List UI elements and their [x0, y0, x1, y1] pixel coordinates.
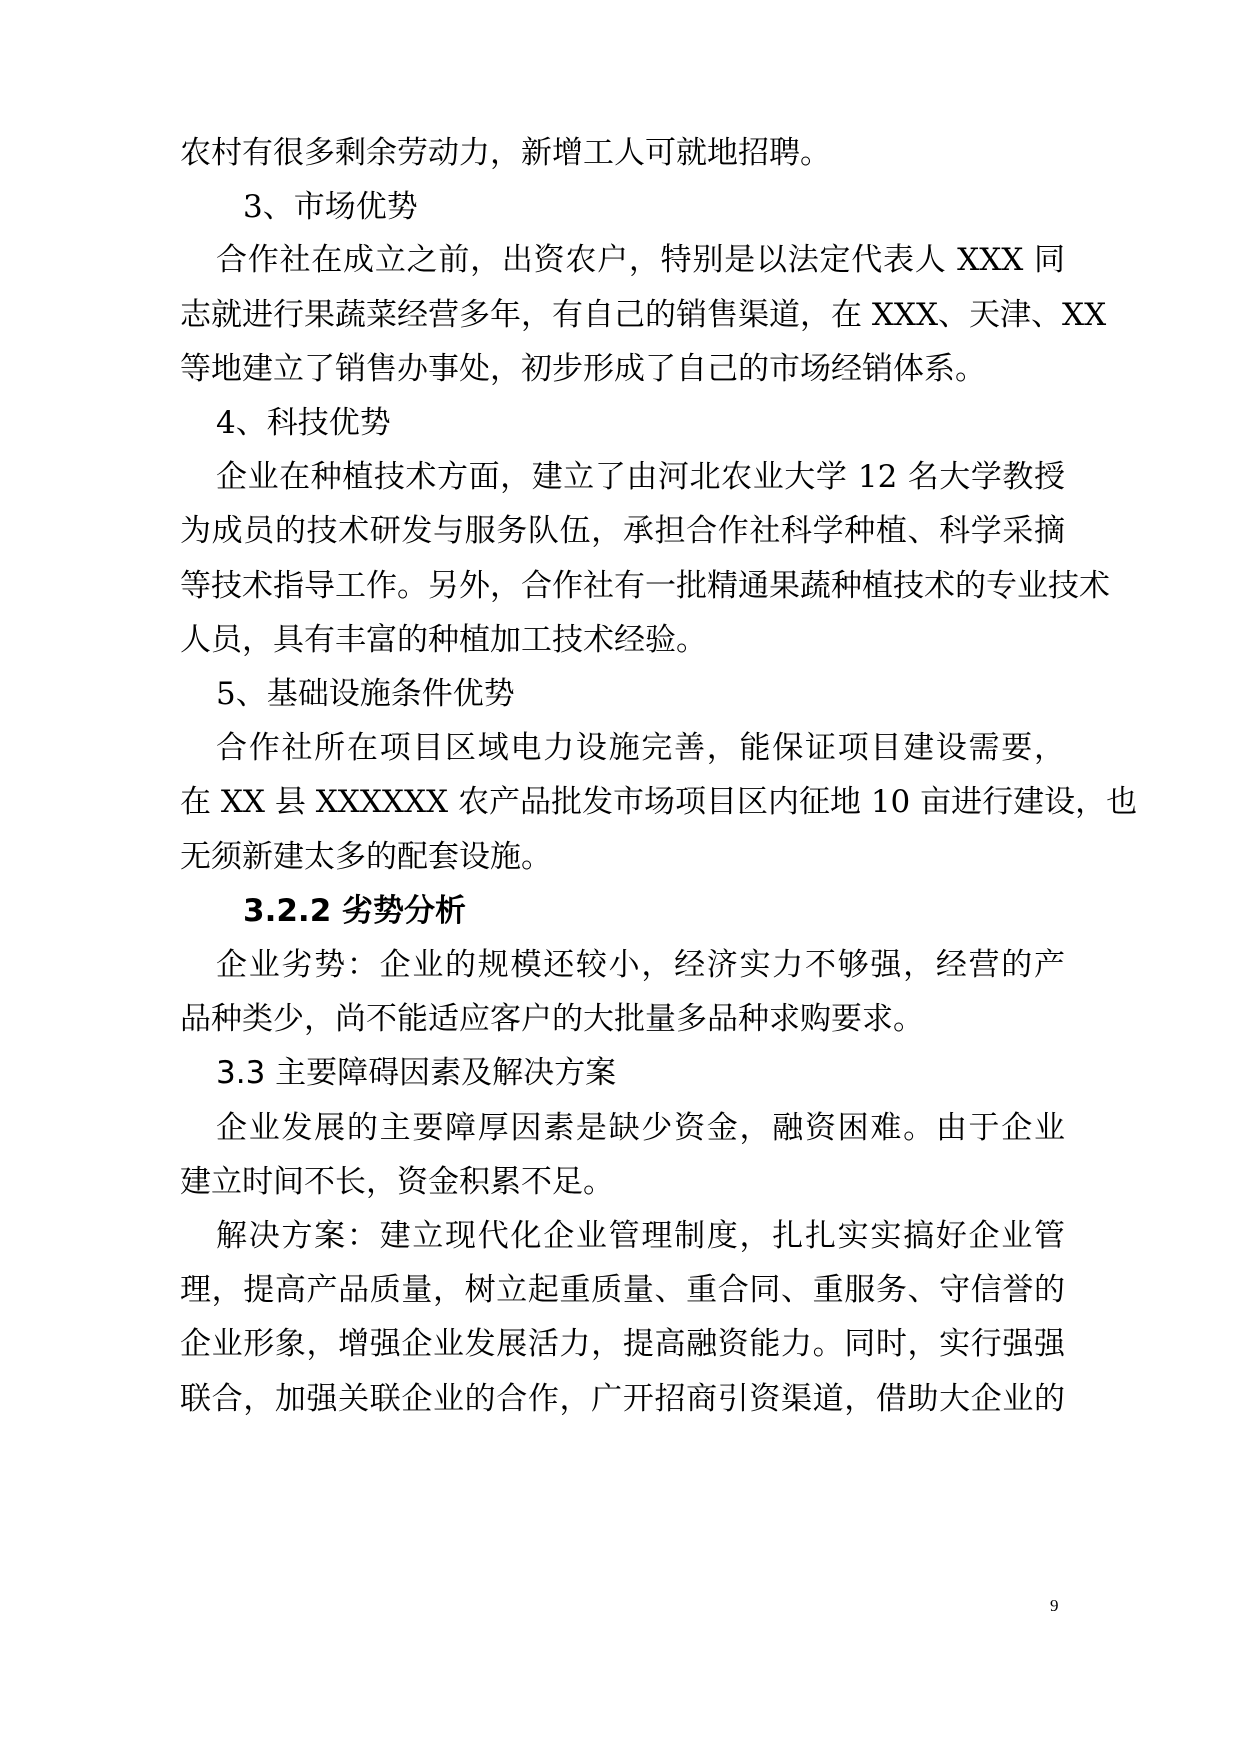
paragraph-line: 企业形象，增强企业发展活力，提高融资能力。同时，实行强强: [180, 1326, 1065, 1362]
paragraph-line: 企业劣势：企业的规模还较小，经济实力不够强，经营的产: [216, 947, 1065, 983]
paragraph-line: 等地建立了销售办事处，初步形成了自己的市场经销体系。: [180, 351, 986, 387]
paragraph-line: 解决方案：建立现代化企业管理制度，扎扎实实搞好企业管: [216, 1218, 1065, 1254]
section-heading-market-advantage: 3、市场优势: [243, 189, 418, 225]
paragraph-line: 建立时间不长，资金积累不足。: [180, 1164, 614, 1200]
paragraph-line: 企业在种植技术方面，建立了由河北农业大学 12 名大学教授: [216, 459, 1065, 495]
paragraph-line: 企业发展的主要障厚因素是缺少资金，融资困难。由于企业: [216, 1110, 1065, 1146]
paragraph-line: 志就进行果蔬菜经营多年，有自己的销售渠道，在 XXX、天津、XX: [180, 297, 1107, 333]
paragraph-line: 人员，具有丰富的种植加工技术经验。: [180, 622, 707, 658]
section-heading-infrastructure-advantage: 5、基础设施条件优势: [216, 676, 515, 712]
paragraph-line: 理，提高产品质量，树立起重质量、重合同、重服务、守信誉的: [180, 1272, 1065, 1308]
paragraph-line: 合作社所在项目区域电力设施完善，能保证项目建设需要，: [216, 730, 1065, 766]
section-heading-weakness-analysis: 3.2.2 劣势分析: [243, 893, 467, 929]
paragraph-line: 无须新建太多的配套设施。: [180, 839, 552, 875]
paragraph-line: 农村有很多剩余劳动力，新增工人可就地招聘。: [180, 135, 831, 171]
paragraph-line: 为成员的技术研发与服务队伍，承担合作社科学种植、科学采摘: [180, 513, 1065, 549]
paragraph-line: 联合，加强关联企业的合作，广开招商引资渠道，借助大企业的: [180, 1381, 1065, 1417]
paragraph-line: 等技术指导工作。另外，合作社有一批精通果蔬种植技术的专业技术: [180, 568, 1110, 604]
paragraph-line: 合作社在成立之前，出资农户，特别是以法定代表人 XXX 同: [216, 242, 1065, 278]
section-heading-tech-advantage: 4、科技优势: [216, 405, 391, 441]
section-heading-obstacles-solutions: 3.3 主要障碍因素及解决方案: [216, 1055, 617, 1091]
paragraph-line: 品种类少，尚不能适应客户的大批量多品种求购要求。: [180, 1001, 924, 1037]
page-number: 9: [1050, 1596, 1059, 1615]
paragraph-line: 在 XX 县 XXXXXX 农产品批发市场项目区内征地 10 亩进行建设，也: [180, 784, 1138, 820]
